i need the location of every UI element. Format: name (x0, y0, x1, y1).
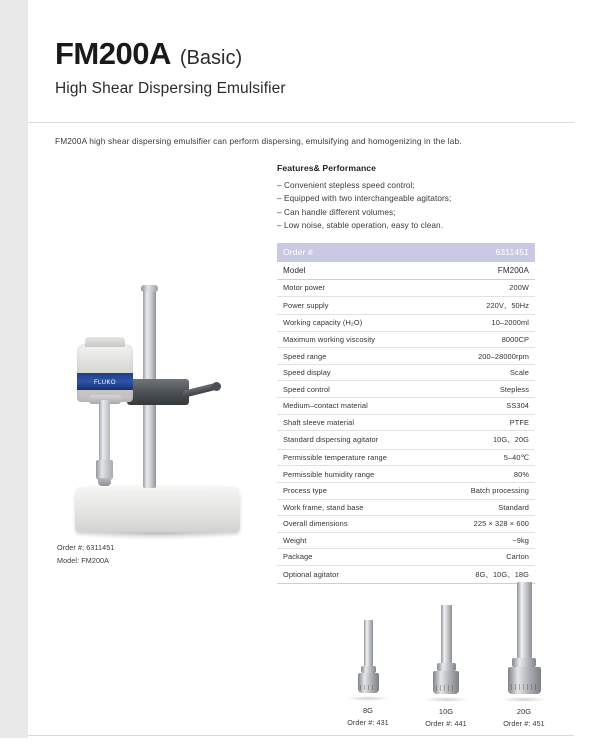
table-row (277, 431, 535, 450)
table-row (277, 364, 535, 381)
spec-value: 220V、50Hz (438, 296, 535, 315)
left-margin-strip (0, 0, 28, 756)
spec-key: Model (277, 262, 438, 280)
agitator-collar (437, 663, 456, 671)
brand-label: FLUKO (93, 380, 116, 386)
spec-value: PTFE (438, 414, 535, 431)
table-row (277, 499, 535, 516)
spec-value: Scale (438, 364, 535, 381)
accessory-row (300, 570, 550, 740)
table-row (277, 280, 535, 297)
spec-key: Shaft sleeve material (277, 414, 438, 431)
spec-key: Speed range (277, 348, 438, 365)
table-row (277, 262, 535, 280)
agitator-8g-illustration (330, 620, 406, 693)
feature-item: – Can handle different volumes; (277, 207, 396, 217)
page-subtitle: High Shear Dispersing Emulsifier (55, 79, 286, 97)
specification-table (277, 243, 535, 584)
table-row (277, 516, 535, 533)
table-row (277, 482, 535, 499)
table-header-order-label: Order # (277, 243, 438, 262)
agitator-collar (361, 666, 376, 673)
agitator-head (358, 673, 379, 693)
spec-value: 200W (438, 280, 535, 297)
footer-strip (0, 738, 602, 756)
table-row (277, 296, 535, 315)
spec-key: Motor power (277, 280, 438, 297)
features-block (277, 163, 535, 232)
table-row (277, 549, 535, 566)
header-divider (28, 122, 574, 123)
page-title-variant: (Basic) (179, 47, 243, 69)
spec-key: Working capacity (H₂O) (277, 315, 438, 332)
spec-key: Speed display (277, 364, 438, 381)
table-row (277, 331, 535, 348)
stand-base (75, 490, 240, 532)
accessory-label: 10G (438, 707, 454, 716)
product-image (55, 250, 265, 550)
agitator-rod (517, 582, 532, 658)
product-caption-order: Order #: 6311451 (57, 543, 115, 552)
spec-value: 10G、20G (438, 431, 535, 450)
spec-value: 200–28000rpm (438, 348, 535, 365)
feature-item: – Low noise, stable operation, easy to clean. (277, 220, 444, 230)
agitator-rod (441, 605, 452, 663)
spec-key: Permissible humidity range (277, 466, 438, 483)
accessory-shadow (501, 697, 547, 702)
table-row (277, 348, 535, 365)
spec-key: Process type (277, 482, 438, 499)
spec-value: Carton (438, 549, 535, 566)
spec-key: Package (277, 549, 438, 566)
spec-key: Permissible temperature range (277, 449, 438, 466)
table-row (277, 398, 535, 415)
agitator-head (508, 667, 541, 694)
accessory-order: Order #: 441 (425, 719, 467, 728)
spec-value: 225 × 328 × 600 (438, 516, 535, 533)
spec-key: Work frame, stand base (277, 499, 438, 516)
agitator-head (96, 460, 113, 480)
agitator-head (433, 671, 459, 694)
accessory-item-10g (408, 605, 484, 728)
table-row (277, 449, 535, 466)
spec-key: Overall dimensions (277, 516, 438, 533)
accessory-shadow (423, 697, 469, 702)
table-header-row (277, 243, 535, 262)
spec-key: Power supply (277, 296, 438, 315)
features-title: Features& Performance (277, 163, 377, 173)
intro-paragraph: FM200A high shear dispersing emulsifier can perform dispersing, emulsifying and homogenizing in the lab. (55, 136, 462, 146)
table-row (277, 532, 535, 549)
spec-key: Weight (277, 532, 438, 549)
clamp-knob-end (212, 382, 221, 391)
table-row (277, 414, 535, 431)
spec-value: FM200A (438, 262, 535, 280)
spec-key: Standard dispersing agitator (277, 431, 438, 450)
footer-divider (28, 735, 574, 736)
product-caption-model: Model: FM200A (57, 556, 110, 565)
accessory-order: Order #: 431 (347, 718, 389, 727)
spec-value: 80% (438, 466, 535, 483)
agitator-collar (512, 658, 536, 667)
spec-value: ~9kg (438, 532, 535, 549)
table-row (277, 315, 535, 332)
spec-key: Medium–contact material (277, 398, 438, 415)
spec-value: Stepless (438, 381, 535, 398)
accessory-item-8g (330, 620, 406, 727)
feature-item: – Convenient stepless speed control; (277, 181, 415, 190)
agitator-tip (98, 478, 111, 486)
clamp-block (127, 379, 189, 405)
table-header-order-value: 6311451 (438, 243, 535, 262)
feature-item: – Equipped with two interchangeable agitators; (277, 194, 452, 204)
drive-shaft (99, 400, 110, 464)
agitator-20g-illustration (486, 582, 562, 694)
spec-key: Optional agitator (277, 565, 438, 584)
accessory-label: 20G (516, 707, 532, 716)
table-row (277, 381, 535, 398)
spec-value: 10–2000ml (438, 315, 535, 332)
spec-key: Maximum working viscosity (277, 331, 438, 348)
agitator-10g-illustration (408, 605, 484, 694)
spec-key: Speed control (277, 381, 438, 398)
accessory-order: Order #: 451 (503, 719, 545, 728)
spec-value: 8G、10G、18G (438, 565, 535, 584)
accessory-label: 8G (362, 706, 374, 715)
accessory-shadow (345, 696, 391, 701)
spec-value: 5–40℃ (438, 449, 535, 466)
support-post-cap (141, 285, 158, 292)
agitator-rod (364, 620, 373, 666)
table-row (277, 466, 535, 483)
spec-value: Standard (438, 499, 535, 516)
page-title: FM200A (55, 36, 171, 71)
page-header (55, 38, 575, 98)
accessory-item-20g (486, 582, 562, 728)
motor-top-cap (85, 337, 125, 347)
title-row (55, 38, 575, 71)
spec-value: Batch processing (438, 482, 535, 499)
spec-value: SS304 (438, 398, 535, 415)
spec-value: 8000CP (438, 331, 535, 348)
